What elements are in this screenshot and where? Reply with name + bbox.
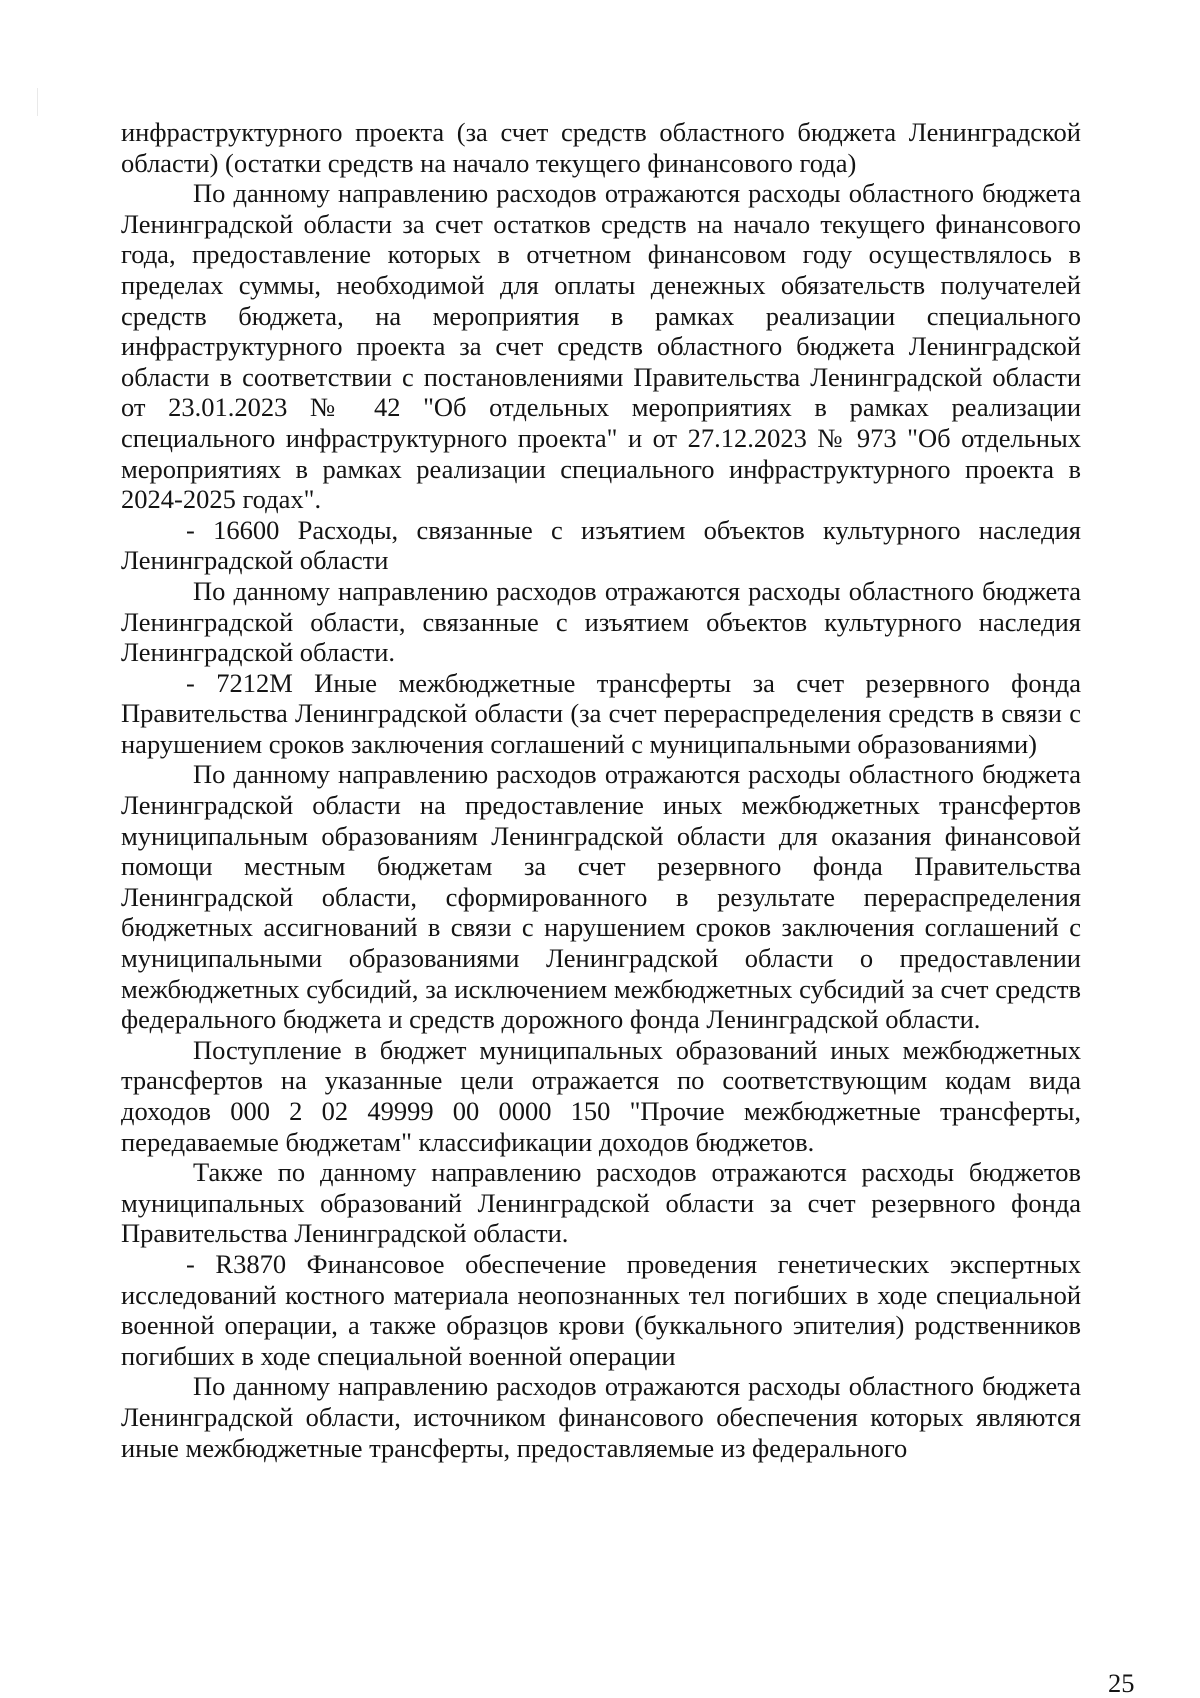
paragraph-body: Поступление в бюджет муниципальных образований иных межбюджетных трансфертов на указанные цели отражается по соответствующим кодам вида доходов 000 2 02 49999 00 0000 150 "Прочие межбюджетные трансферты, передаваемые бюджетам" классификации доходов бюджетов.	[121, 1034, 1081, 1157]
paragraph-continuation: инфраструктурного проекта (за счет средств областного бюджета Ленинградской области) (остатки средств на начало текущего финансового года)	[121, 117, 1081, 178]
paragraph-body: По данному направлению расходов отражаются расходы областного бюджета Ленинградской области, источником финансового обеспечения которых являются иные межбюджетные трансферты, предоставляемые из федерального	[121, 1371, 1081, 1463]
paragraph-body: По данному направлению расходов отражаются расходы областного бюджета Ленинградской области за счет остатков средств на начало текущего финансового года, предоставление которых в отчетном финансовом году осуществлялось в пределах суммы, необходимой для оплаты денежных обязательств получателей средств бюджета, на мероприятия в рамках реализации специального инфраструктурного проекта за счет средств областного бюджета Ленинградской области в соответствии с постановлениями Правительства Ленинградской области от 23.01.2023 № 42 "Об отдельных мероприятиях в рамках реализации специального инфраструктурного проекта" и от 27.12.2023 № 973 "Об отдельных мероприятиях в рамках реализации специального инфраструктурного проекта в 2024-2025 годах".	[121, 178, 1081, 515]
scan-artifact	[37, 88, 38, 116]
paragraph-body: По данному направлению расходов отражаются расходы областного бюджета Ленинградской области, связанные с изъятием объектов культурного наследия Ленинградской области.	[121, 575, 1081, 668]
paragraph-body: Также по данному направлению расходов отражаются расходы бюджетов муниципальных образований Ленинградской области за счет резервного фонда Правительства Ленинградской области.	[121, 1157, 1081, 1249]
list-item: - R3870 Финансовое обеспечение проведения генетических экспертных исследований костного материала неопознанных тел погибших в ходе специальной военной операции, а также образцов крови (буккального эпителия) родственников погибших в ходе специальной военной операции	[121, 1248, 1081, 1371]
paragraph-body: По данному направлению расходов отражаются расходы областного бюджета Ленинградской области на предоставление иных межбюджетных трансфертов муниципальным образованиям Ленинградской области для оказания финансовой помощи местным бюджетам за счет резервного фонда Правительства Ленинградской области, сформированного в результате перераспределения бюджетных ассигнований в связи с нарушением сроков заключения соглашений с муниципальными образованиями Ленинградской области о предоставлении межбюджетных субсидий, за исключением межбюджетных субсидий за счет средств федерального бюджета и средств дорожного фонда Ленинградской области.	[121, 759, 1081, 1035]
list-item: - 16600 Расходы, связанные с изъятием объектов культурного наследия Ленинградской области	[121, 514, 1081, 576]
document-body	[121, 117, 1081, 1463]
page-number: 25	[1108, 1668, 1135, 1698]
list-item: - 7212М Иные межбюджетные трансферты за счет резервного фонда Правительства Ленинградской области (за счет перераспределения средств в связи с нарушением сроков заключения соглашений с муниципальными образованиями)	[121, 667, 1081, 759]
